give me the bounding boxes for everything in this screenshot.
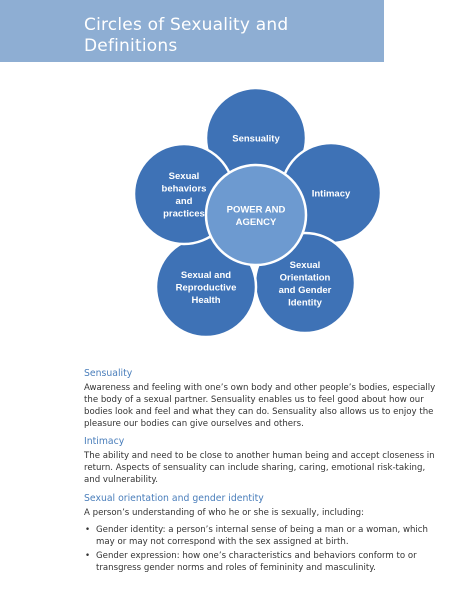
bullet-icon: •: [85, 551, 91, 561]
page-title-line-1: Circles of Sexuality and: [84, 15, 289, 35]
bullet-icon: •: [85, 525, 91, 535]
petal-label-behaviors-line: behaviors: [161, 183, 207, 195]
orientation-body: A person’s understanding of who he or she is sexually, including:: [84, 508, 364, 518]
petal-label-sensuality-line: Sensuality: [232, 133, 280, 145]
list-item: [84, 524, 436, 548]
petal-label-orientation-line: Identity: [288, 297, 322, 309]
list-item: [84, 550, 436, 574]
petal-label-intimacy-line: Intimacy: [311, 188, 351, 200]
page-title-line-2: Definitions: [84, 36, 178, 56]
petal-label-behaviors-line: Sexual: [168, 170, 200, 182]
petal-label-intimacy: [312, 189, 351, 200]
bullet-text-gender-expression: Gender expression: how one’s characteristics and behaviors conform to or transgress gender norms and roles of femininity and masculinity.: [96, 551, 417, 573]
intimacy-body: The ability and need to be close to another human being and accept closeness in return. Aspects of sensuality can include sharing, caring, emotional risk-taking, and vulnerability.: [84, 451, 435, 485]
sensuality-body: Awareness and feeling with one’s own body and other people’s bodies, especially the body of a sexual partner. Sensuality enables us to feel good about how our bodies look and feel and what they can do. Sensuality also allows us to enjoy the pleasure our bodies can give ourselves and others.: [84, 383, 436, 429]
petal-label-health-line: Health: [191, 295, 221, 306]
petal-label-orientation-line: Sexual: [289, 259, 321, 271]
intimacy-heading: Intimacy: [84, 436, 125, 447]
orientation-heading: Sexual orientation and gender identity: [84, 493, 264, 504]
petal-label-health-line: Sexual and: [180, 270, 232, 281]
petal-label-behaviors-line: and: [175, 195, 193, 207]
orientation-bullet-list: [84, 524, 436, 576]
petal-label-health-line: Reproductive: [175, 282, 237, 294]
center-label-line: POWER AND: [226, 204, 286, 216]
sensuality-heading: Sensuality: [84, 368, 133, 379]
petal-label-sensuality: [232, 134, 280, 145]
center-label-line: AGENCY: [235, 216, 277, 228]
petal-label-orientation-line: Orientation: [279, 272, 331, 284]
petal-label-behaviors-line: practices: [163, 208, 205, 220]
petal-label-orientation-line: and Gender: [278, 284, 332, 296]
bullet-text-gender-identity: Gender identity: a person’s internal sense of being a man or a woman, which may or may not correspond with the sex assigned at birth.: [96, 525, 428, 547]
